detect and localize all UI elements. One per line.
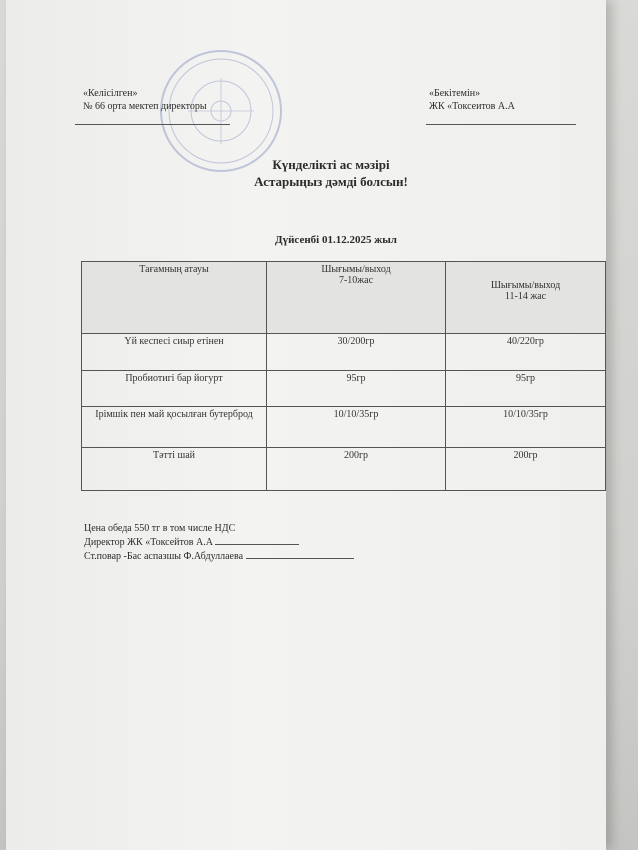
yield-11-14: 40/220гр — [446, 334, 606, 371]
signature-line-right — [426, 124, 576, 125]
chef-signature-row — [84, 549, 354, 563]
table-row — [82, 334, 606, 371]
chef-label: Ст.повар -Бас аспазшы Ф.Абдуллаева — [84, 551, 244, 562]
yield-7-10: 10/10/35гр — [267, 407, 446, 448]
menu-title: Күнделікті ас мәзірі — [272, 157, 390, 172]
school-director-label: № 66 орта мектеп директоры — [83, 101, 207, 112]
yield-11-14: 10/10/35гр — [446, 407, 606, 448]
dish-name: Ірімшік пен май қосылған бутерброд — [82, 407, 267, 448]
yield-11-14: 200гр — [446, 448, 606, 491]
column-header-dish: Тағамның атауы — [82, 262, 267, 334]
signature-line-left — [75, 124, 230, 125]
column-header-yield-7-10: Шығымы/выход 7-10жас — [267, 262, 446, 334]
menu-subtitle: Астарыңыз дәмді болсын! — [254, 174, 408, 189]
yield-7-10: 95гр — [267, 371, 446, 407]
column-header-yield-11-14: Шығымы/выход 11-14 жас — [446, 262, 606, 334]
approved-label: «Бекітемін» — [429, 88, 481, 99]
yield-7-10: 30/200гр — [267, 334, 446, 371]
director-signature-row — [84, 535, 354, 549]
yield-11-14: 95гр — [446, 371, 606, 407]
approval-block-left — [83, 87, 207, 113]
dish-name: Тәтті шай — [82, 448, 267, 491]
director-signature-line — [215, 535, 299, 545]
dish-name: Пробиотигі бар йогурт — [82, 371, 267, 407]
footer-block — [84, 522, 354, 563]
table-row — [82, 371, 606, 407]
table-header-row — [82, 262, 606, 334]
agreed-label: «Келісілген» — [83, 88, 138, 99]
yield-7-10: 200гр — [267, 448, 446, 491]
chef-signature-line — [246, 549, 354, 559]
menu-table — [81, 261, 606, 491]
approval-block-right — [429, 87, 515, 113]
director-label: Директор ЖК «Токсейтов А.А — [84, 537, 213, 548]
table-row — [82, 407, 606, 448]
lunch-price: Цена обеда 550 тг в том числе НДС — [84, 523, 236, 534]
document-page — [6, 0, 606, 850]
approver-name: ЖК «Токсеитов А.А — [429, 101, 515, 112]
dish-name: Үй кеспесі сиыр етінен — [82, 334, 267, 371]
menu-date: Дүйсенбі 01.12.2025 жыл — [275, 234, 397, 246]
table-row — [82, 448, 606, 491]
